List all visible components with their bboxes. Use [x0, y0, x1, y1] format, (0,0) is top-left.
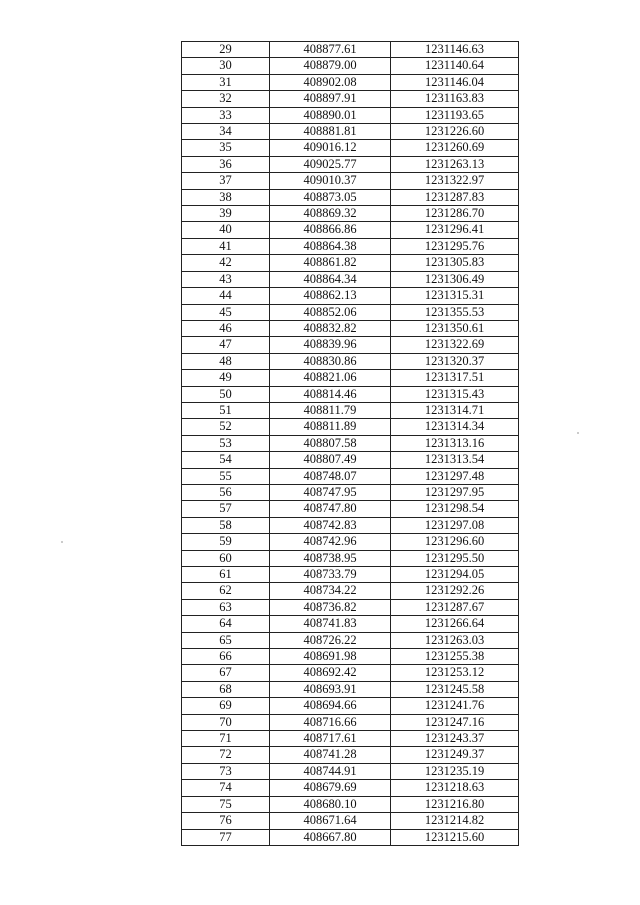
- point-number-cell: 33: [182, 107, 270, 123]
- table-row: [182, 124, 519, 140]
- point-number-cell: 45: [182, 304, 270, 320]
- table-row: [182, 58, 519, 74]
- x-coordinate-cell: 408726.22: [270, 632, 391, 648]
- x-coordinate-cell: 409025.77: [270, 156, 391, 172]
- table-row: [182, 763, 519, 779]
- table-row: [182, 435, 519, 451]
- x-coordinate-cell: 408744.91: [270, 763, 391, 779]
- table-row: [182, 173, 519, 189]
- y-coordinate-cell: 1231297.48: [391, 468, 519, 484]
- table-row: [182, 304, 519, 320]
- table-row: [182, 665, 519, 681]
- x-coordinate-cell: 408881.81: [270, 124, 391, 140]
- point-number-cell: 70: [182, 714, 270, 730]
- point-number-cell: 58: [182, 517, 270, 533]
- x-coordinate-cell: 408807.58: [270, 435, 391, 451]
- table-row: [182, 731, 519, 747]
- table-row: [182, 698, 519, 714]
- point-number-cell: 69: [182, 698, 270, 714]
- point-number-cell: 50: [182, 386, 270, 402]
- point-number-cell: 61: [182, 567, 270, 583]
- point-number-cell: 54: [182, 452, 270, 468]
- y-coordinate-cell: 1231294.05: [391, 567, 519, 583]
- y-coordinate-cell: 1231245.58: [391, 681, 519, 697]
- table-row: [182, 813, 519, 829]
- x-coordinate-cell: 408680.10: [270, 796, 391, 812]
- table-row: [182, 714, 519, 730]
- point-number-cell: 75: [182, 796, 270, 812]
- x-coordinate-cell: 408811.89: [270, 419, 391, 435]
- table-row: [182, 206, 519, 222]
- point-number-cell: 36: [182, 156, 270, 172]
- point-number-cell: 29: [182, 42, 270, 58]
- point-number-cell: 72: [182, 747, 270, 763]
- y-coordinate-cell: 1231255.38: [391, 649, 519, 665]
- table-row: [182, 583, 519, 599]
- table-row: [182, 567, 519, 583]
- point-number-cell: 42: [182, 255, 270, 271]
- x-coordinate-cell: 408693.91: [270, 681, 391, 697]
- x-coordinate-cell: 408832.82: [270, 320, 391, 336]
- y-coordinate-cell: 1231305.83: [391, 255, 519, 271]
- table-row: [182, 222, 519, 238]
- y-coordinate-cell: 1231241.76: [391, 698, 519, 714]
- x-coordinate-cell: 408738.95: [270, 550, 391, 566]
- x-coordinate-cell: 408830.86: [270, 353, 391, 369]
- y-coordinate-cell: 1231163.83: [391, 91, 519, 107]
- x-coordinate-cell: 408862.13: [270, 288, 391, 304]
- x-coordinate-cell: 409016.12: [270, 140, 391, 156]
- x-coordinate-cell: 408864.34: [270, 271, 391, 287]
- x-coordinate-cell: 408694.66: [270, 698, 391, 714]
- y-coordinate-cell: 1231263.03: [391, 632, 519, 648]
- x-coordinate-cell: 408879.00: [270, 58, 391, 74]
- y-coordinate-cell: 1231296.41: [391, 222, 519, 238]
- y-coordinate-cell: 1231296.60: [391, 534, 519, 550]
- y-coordinate-cell: 1231214.82: [391, 813, 519, 829]
- point-number-cell: 60: [182, 550, 270, 566]
- table-row: [182, 747, 519, 763]
- coordinate-table-body: [182, 42, 519, 846]
- x-coordinate-cell: 408671.64: [270, 813, 391, 829]
- y-coordinate-cell: 1231317.51: [391, 370, 519, 386]
- y-coordinate-cell: 1231297.08: [391, 517, 519, 533]
- y-coordinate-cell: 1231193.65: [391, 107, 519, 123]
- table-row: [182, 353, 519, 369]
- y-coordinate-cell: 1231313.16: [391, 435, 519, 451]
- y-coordinate-cell: 1231253.12: [391, 665, 519, 681]
- x-coordinate-cell: 408861.82: [270, 255, 391, 271]
- table-row: [182, 189, 519, 205]
- x-coordinate-cell: 408890.01: [270, 107, 391, 123]
- y-coordinate-cell: 1231235.19: [391, 763, 519, 779]
- y-coordinate-cell: 1231140.64: [391, 58, 519, 74]
- table-row: [182, 238, 519, 254]
- x-coordinate-cell: 408742.83: [270, 517, 391, 533]
- table-row: [182, 320, 519, 336]
- x-coordinate-cell: 408839.96: [270, 337, 391, 353]
- table-row: [182, 681, 519, 697]
- x-coordinate-cell: 408679.69: [270, 780, 391, 796]
- x-coordinate-cell: 408748.07: [270, 468, 391, 484]
- y-coordinate-cell: 1231146.04: [391, 74, 519, 90]
- point-number-cell: 31: [182, 74, 270, 90]
- point-number-cell: 59: [182, 534, 270, 550]
- y-coordinate-cell: 1231295.76: [391, 238, 519, 254]
- scan-speck: [577, 432, 579, 434]
- table-row: [182, 468, 519, 484]
- x-coordinate-cell: 408741.83: [270, 616, 391, 632]
- x-coordinate-cell: 408691.98: [270, 649, 391, 665]
- table-row: [182, 107, 519, 123]
- x-coordinate-cell: 408869.32: [270, 206, 391, 222]
- x-coordinate-cell: 408877.61: [270, 42, 391, 58]
- coordinate-table: [181, 41, 519, 846]
- y-coordinate-cell: 1231260.69: [391, 140, 519, 156]
- x-coordinate-cell: 408897.91: [270, 91, 391, 107]
- point-number-cell: 74: [182, 780, 270, 796]
- y-coordinate-cell: 1231243.37: [391, 731, 519, 747]
- y-coordinate-cell: 1231315.43: [391, 386, 519, 402]
- point-number-cell: 43: [182, 271, 270, 287]
- point-number-cell: 56: [182, 484, 270, 500]
- x-coordinate-cell: 409010.37: [270, 173, 391, 189]
- point-number-cell: 66: [182, 649, 270, 665]
- x-coordinate-cell: 408902.08: [270, 74, 391, 90]
- scan-speck: [61, 541, 63, 543]
- table-row: [182, 484, 519, 500]
- y-coordinate-cell: 1231322.97: [391, 173, 519, 189]
- y-coordinate-cell: 1231216.80: [391, 796, 519, 812]
- y-coordinate-cell: 1231315.31: [391, 288, 519, 304]
- x-coordinate-cell: 408852.06: [270, 304, 391, 320]
- x-coordinate-cell: 408747.80: [270, 501, 391, 517]
- point-number-cell: 30: [182, 58, 270, 74]
- x-coordinate-cell: 408811.79: [270, 402, 391, 418]
- y-coordinate-cell: 1231266.64: [391, 616, 519, 632]
- x-coordinate-cell: 408736.82: [270, 599, 391, 615]
- x-coordinate-cell: 408747.95: [270, 484, 391, 500]
- point-number-cell: 44: [182, 288, 270, 304]
- table-row: [182, 550, 519, 566]
- point-number-cell: 47: [182, 337, 270, 353]
- table-row: [182, 419, 519, 435]
- point-number-cell: 41: [182, 238, 270, 254]
- table-row: [182, 74, 519, 90]
- y-coordinate-cell: 1231287.67: [391, 599, 519, 615]
- table-row: [182, 501, 519, 517]
- y-coordinate-cell: 1231350.61: [391, 320, 519, 336]
- y-coordinate-cell: 1231314.71: [391, 402, 519, 418]
- x-coordinate-cell: 408742.96: [270, 534, 391, 550]
- y-coordinate-cell: 1231226.60: [391, 124, 519, 140]
- x-coordinate-cell: 408734.22: [270, 583, 391, 599]
- x-coordinate-cell: 408667.80: [270, 829, 391, 845]
- point-number-cell: 49: [182, 370, 270, 386]
- point-number-cell: 65: [182, 632, 270, 648]
- y-coordinate-cell: 1231247.16: [391, 714, 519, 730]
- table-row: [182, 91, 519, 107]
- y-coordinate-cell: 1231297.95: [391, 484, 519, 500]
- y-coordinate-cell: 1231320.37: [391, 353, 519, 369]
- point-number-cell: 55: [182, 468, 270, 484]
- x-coordinate-cell: 408873.05: [270, 189, 391, 205]
- table-row: [182, 271, 519, 287]
- point-number-cell: 76: [182, 813, 270, 829]
- point-number-cell: 46: [182, 320, 270, 336]
- table-row: [182, 156, 519, 172]
- table-row: [182, 780, 519, 796]
- y-coordinate-cell: 1231218.63: [391, 780, 519, 796]
- point-number-cell: 67: [182, 665, 270, 681]
- table-row: [182, 370, 519, 386]
- table-row: [182, 599, 519, 615]
- point-number-cell: 71: [182, 731, 270, 747]
- table-row: [182, 452, 519, 468]
- table-row: [182, 796, 519, 812]
- x-coordinate-cell: 408692.42: [270, 665, 391, 681]
- x-coordinate-cell: 408716.66: [270, 714, 391, 730]
- table-row: [182, 288, 519, 304]
- x-coordinate-cell: 408741.28: [270, 747, 391, 763]
- point-number-cell: 51: [182, 402, 270, 418]
- x-coordinate-cell: 408821.06: [270, 370, 391, 386]
- point-number-cell: 57: [182, 501, 270, 517]
- x-coordinate-cell: 408733.79: [270, 567, 391, 583]
- point-number-cell: 64: [182, 616, 270, 632]
- point-number-cell: 32: [182, 91, 270, 107]
- point-number-cell: 77: [182, 829, 270, 845]
- table-row: [182, 402, 519, 418]
- y-coordinate-cell: 1231287.83: [391, 189, 519, 205]
- table-row: [182, 255, 519, 271]
- point-number-cell: 37: [182, 173, 270, 189]
- x-coordinate-cell: 408866.86: [270, 222, 391, 238]
- table-row: [182, 140, 519, 156]
- point-number-cell: 53: [182, 435, 270, 451]
- point-number-cell: 52: [182, 419, 270, 435]
- y-coordinate-cell: 1231215.60: [391, 829, 519, 845]
- point-number-cell: 38: [182, 189, 270, 205]
- y-coordinate-cell: 1231292.26: [391, 583, 519, 599]
- x-coordinate-cell: 408864.38: [270, 238, 391, 254]
- point-number-cell: 34: [182, 124, 270, 140]
- point-number-cell: 73: [182, 763, 270, 779]
- table-row: [182, 337, 519, 353]
- y-coordinate-cell: 1231313.54: [391, 452, 519, 468]
- y-coordinate-cell: 1231263.13: [391, 156, 519, 172]
- point-number-cell: 63: [182, 599, 270, 615]
- point-number-cell: 68: [182, 681, 270, 697]
- table-row: [182, 517, 519, 533]
- point-number-cell: 39: [182, 206, 270, 222]
- x-coordinate-cell: 408807.49: [270, 452, 391, 468]
- table-row: [182, 632, 519, 648]
- table-row: [182, 386, 519, 402]
- y-coordinate-cell: 1231355.53: [391, 304, 519, 320]
- point-number-cell: 35: [182, 140, 270, 156]
- point-number-cell: 40: [182, 222, 270, 238]
- point-number-cell: 62: [182, 583, 270, 599]
- y-coordinate-cell: 1231295.50: [391, 550, 519, 566]
- y-coordinate-cell: 1231306.49: [391, 271, 519, 287]
- table-row: [182, 42, 519, 58]
- point-number-cell: 48: [182, 353, 270, 369]
- table-row: [182, 534, 519, 550]
- table-row: [182, 829, 519, 845]
- x-coordinate-cell: 408814.46: [270, 386, 391, 402]
- y-coordinate-cell: 1231249.37: [391, 747, 519, 763]
- y-coordinate-cell: 1231146.63: [391, 42, 519, 58]
- y-coordinate-cell: 1231298.54: [391, 501, 519, 517]
- x-coordinate-cell: 408717.61: [270, 731, 391, 747]
- y-coordinate-cell: 1231314.34: [391, 419, 519, 435]
- table-row: [182, 649, 519, 665]
- table-row: [182, 616, 519, 632]
- y-coordinate-cell: 1231322.69: [391, 337, 519, 353]
- y-coordinate-cell: 1231286.70: [391, 206, 519, 222]
